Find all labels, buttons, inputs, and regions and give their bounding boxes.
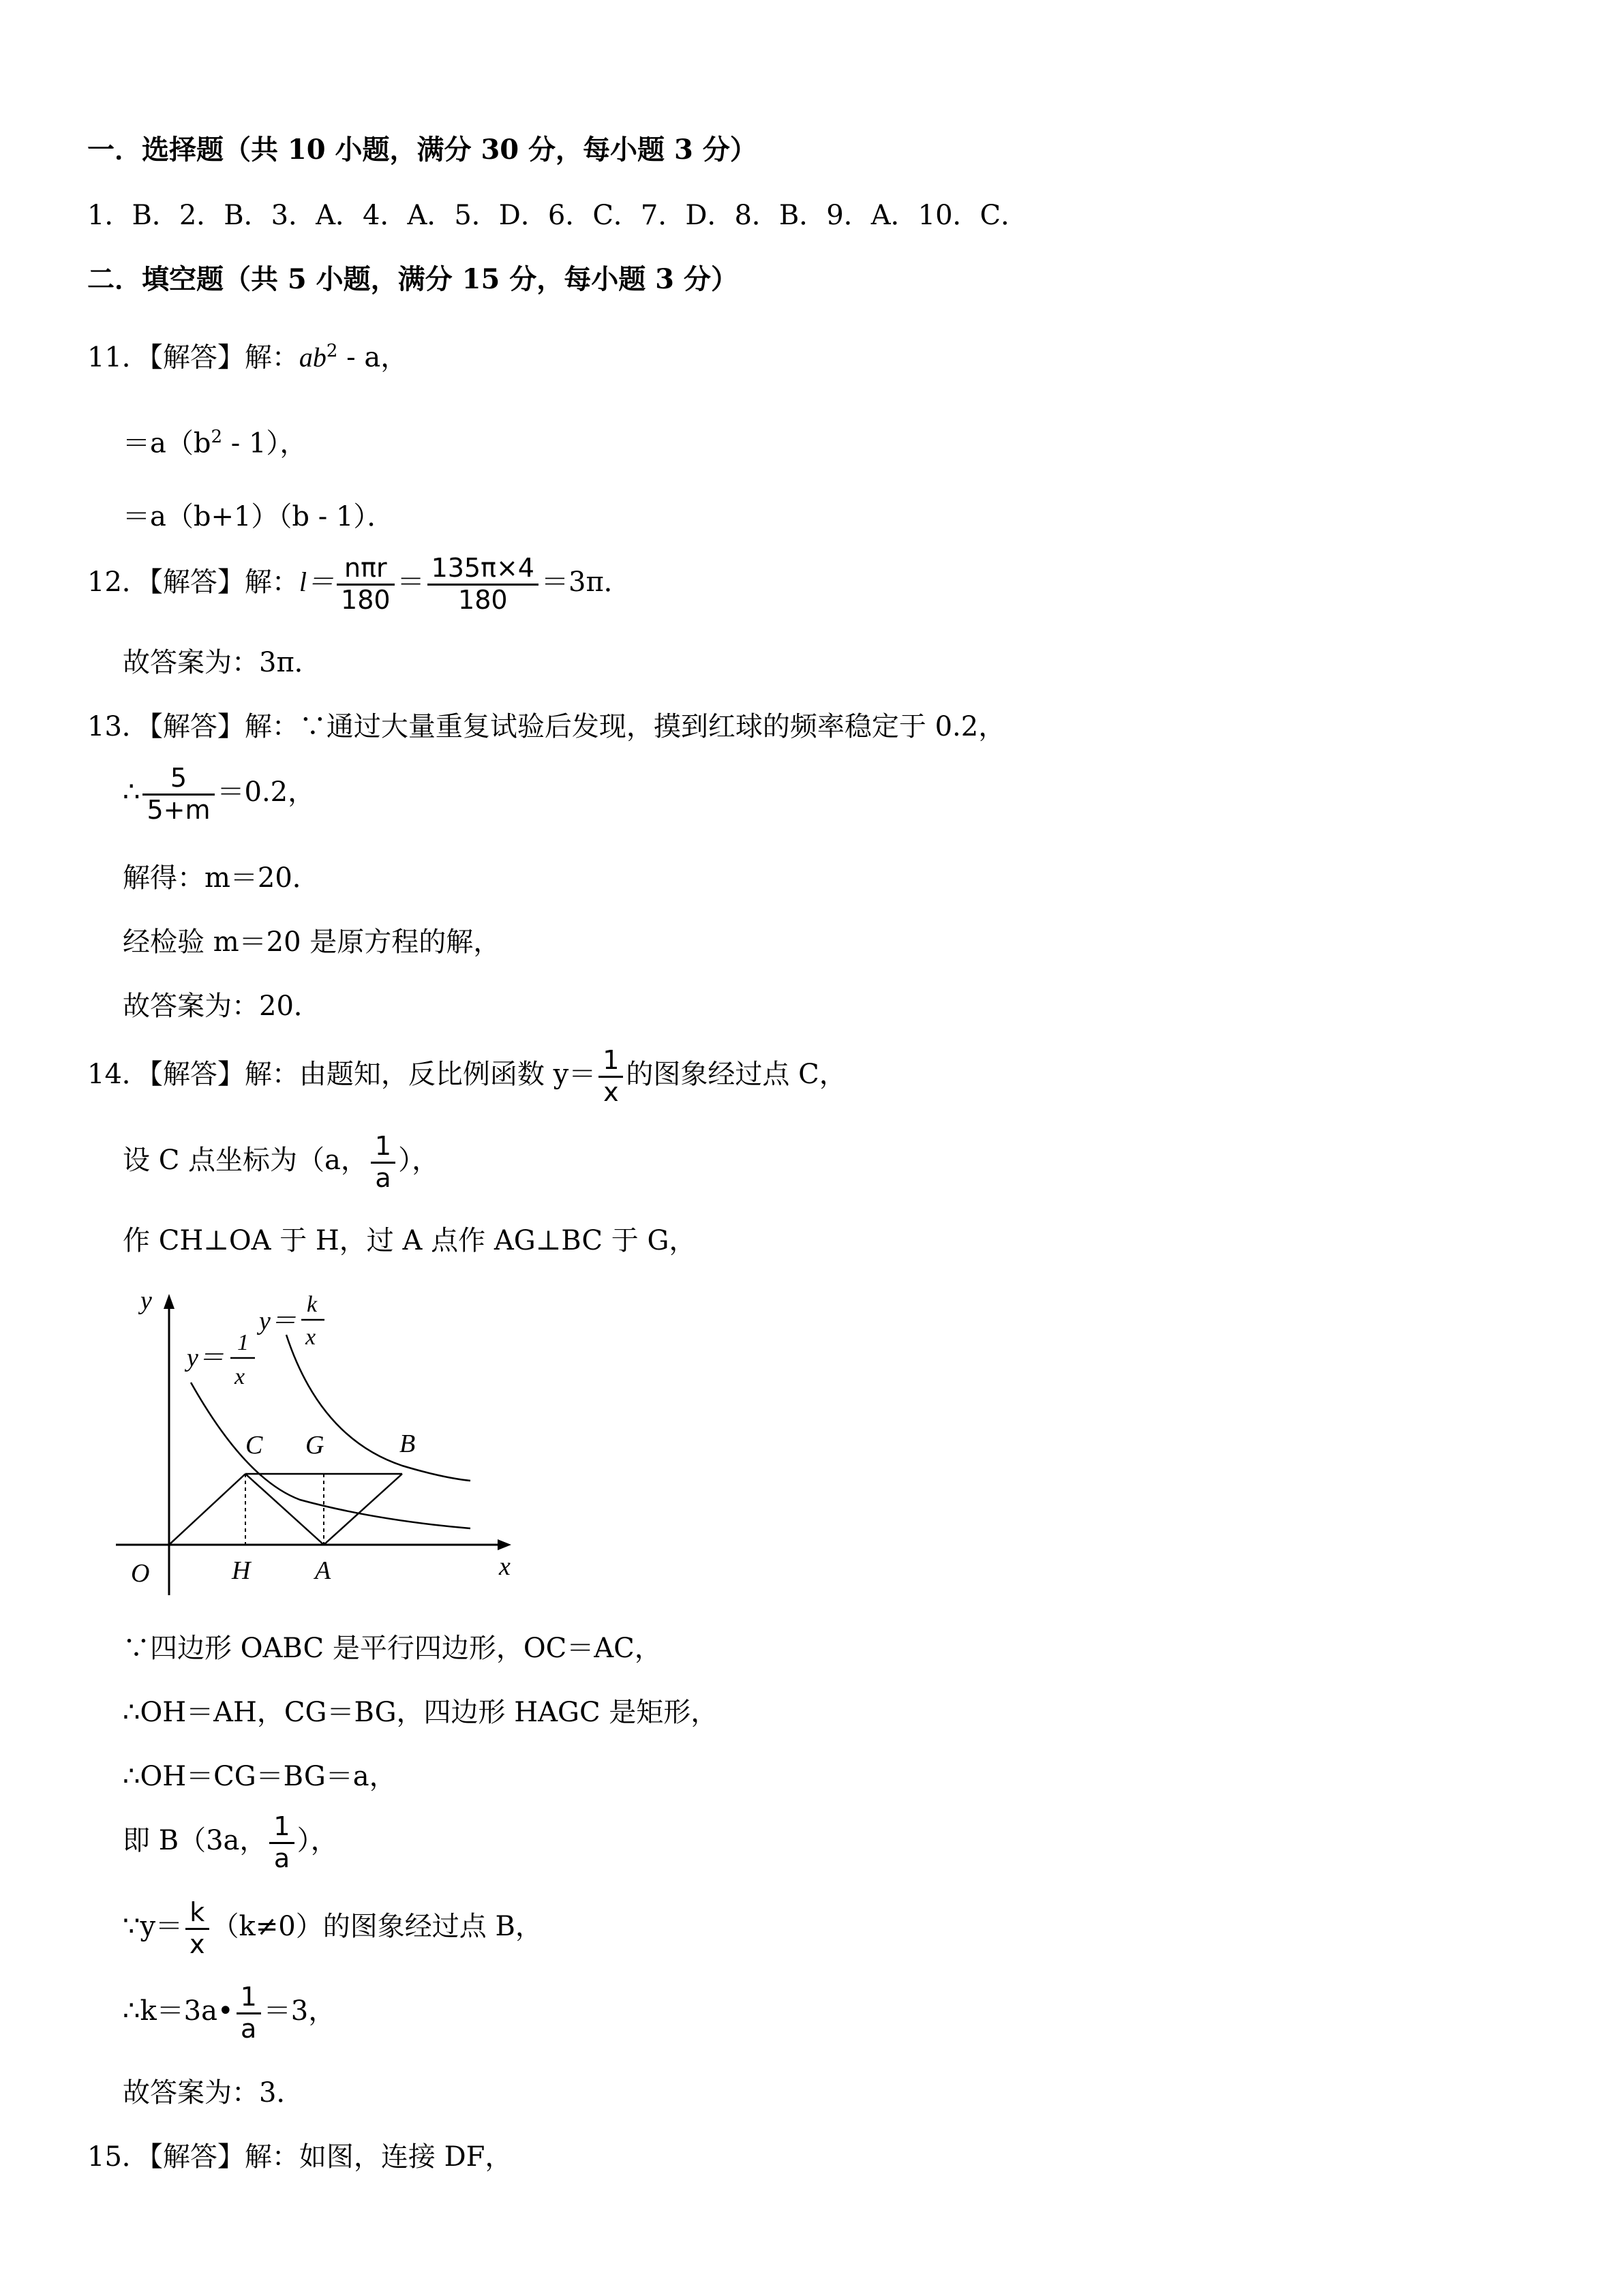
q11-line1 — [87, 341, 408, 374]
q11-prefix: 11．【解答】解： — [87, 342, 299, 374]
q14-b-b: ）， — [297, 1825, 338, 1857]
q11-l2-a: ＝a（b — [123, 427, 211, 459]
q14-coord-den: a — [375, 1162, 391, 1193]
q12-l-eq: l＝ — [299, 567, 335, 598]
q13-check: 经检验 m＝20 是原方程的解， — [123, 926, 501, 958]
q14-k-den: x — [189, 1929, 205, 1959]
q14-kv-b: ＝3， — [263, 1995, 336, 2027]
point-G-label: G — [305, 1431, 324, 1460]
q14-kv-num: 1 — [237, 1982, 261, 2014]
q11-l2-exp: 2 — [211, 427, 222, 447]
q13-f-den: 5+m — [147, 794, 211, 825]
section2-heading: 二．填空题（共 5 小题，满分 15 分，每小题 3 分） — [87, 263, 738, 295]
q14-equal: ∴OH＝CG＝BG＝a， — [123, 1761, 397, 1792]
q12-line1 — [87, 554, 631, 615]
q11-line2 — [123, 428, 307, 457]
q14-kv-a: ∴k＝3a• — [123, 1995, 234, 2027]
q11-expr-b: - a， — [337, 342, 408, 374]
q14-kv-fraction — [237, 1982, 261, 2044]
q14-kv-den: a — [241, 2013, 257, 2044]
segment-OC — [169, 1474, 245, 1545]
q13-therefore: ∴ — [123, 776, 140, 809]
q14-b-a: 即 B（3a， — [123, 1825, 267, 1857]
section1-heading: 一．选择题（共 10 小题，满分 30 分，每小题 3 分） — [87, 134, 757, 166]
q13-line2 — [123, 764, 315, 825]
curve-1-label: y＝ — [187, 1344, 224, 1372]
q12-fraction-1 — [337, 554, 395, 615]
q14-figure — [116, 1282, 525, 1602]
q14-line1-num: 1 — [598, 1046, 623, 1078]
q12-f1-num: nπr — [337, 554, 395, 586]
origin-label: O — [131, 1559, 150, 1588]
q12-fraction-2 — [427, 554, 539, 615]
q13-line1: 13．【解答】解：∵通过大量重复试验后发现，摸到红球的频率稳定于 0.2， — [87, 711, 1006, 742]
q14-k-num: k — [185, 1898, 209, 1930]
curve-2-num: k — [307, 1292, 318, 1317]
q13-f-result: ＝0.2， — [217, 776, 316, 809]
q14-k-a: ∵y＝ — [123, 1911, 183, 1943]
curve-1-over-x — [191, 1383, 470, 1528]
segment-CA — [245, 1474, 324, 1545]
q14-coord — [123, 1132, 439, 1193]
q11-exp: 2 — [326, 341, 338, 361]
q14-construct: 作 CH⊥OA 于 H，过 A 点作 AG⊥BC 于 G， — [123, 1225, 697, 1256]
q14-coord-fraction — [371, 1132, 395, 1193]
section1-answers: 1．B．2．B．3．A．4．A．5．D．6．C．7．D．8．B．9．A．10．C． — [87, 200, 1029, 231]
q12-prefix: 12．【解答】解： — [87, 567, 299, 599]
x-axis-label: x — [499, 1552, 511, 1581]
q12-answer: 故答案为：3π． — [123, 647, 322, 678]
q14-coord-b: ）， — [398, 1145, 440, 1177]
curve-1-num: 1 — [237, 1330, 249, 1355]
point-B-label: B — [399, 1430, 416, 1458]
q14-rectangle: ∴OH＝AH，CG＝BG，四边形 HAGC 是矩形， — [123, 1697, 718, 1728]
q14-line1-a: 14．【解答】解：由题知，反比例函数 y＝ — [87, 1059, 596, 1091]
q14-point-b — [123, 1812, 338, 1873]
q13-solve: 解得：m＝20． — [123, 862, 320, 894]
q12-f2-den: 180 — [458, 584, 508, 615]
q14-line1-b: 的图象经过点 C， — [626, 1059, 847, 1091]
q12-result: ＝3π． — [541, 567, 631, 599]
q14-b-fraction — [269, 1812, 294, 1873]
q15-line1: 15．【解答】解：如图，连接 DF， — [87, 2141, 513, 2173]
q14-line1-fraction — [598, 1046, 623, 1107]
q14-k-fraction — [185, 1898, 209, 1959]
q12-f1-den: 180 — [341, 584, 391, 615]
point-C-label: C — [245, 1431, 263, 1460]
q14-parallelogram: ∵四边形 OABC 是平行四边形，OC＝AC， — [123, 1633, 662, 1664]
q14-b-den: a — [273, 1843, 290, 1873]
q14-answer: 故答案为：3． — [123, 2077, 304, 2109]
q14-coord-num: 1 — [371, 1132, 395, 1164]
q14-line1-den: x — [603, 1076, 619, 1107]
q12-eq: ＝ — [397, 567, 425, 599]
y-axis-label: y — [140, 1286, 152, 1315]
y-axis-arrow-icon — [164, 1294, 175, 1309]
q11-l2-b: - 1）， — [222, 427, 307, 459]
q14-k-line — [123, 1898, 543, 1959]
point-A-label: A — [315, 1556, 331, 1585]
q14-k-value — [123, 1982, 335, 2044]
q13-fraction — [142, 764, 214, 825]
q14-b-num: 1 — [269, 1812, 294, 1844]
curve-1-den: x — [234, 1364, 245, 1389]
curve-2-label: y＝ — [259, 1307, 297, 1335]
q13-answer: 故答案为：20． — [123, 991, 321, 1022]
q11-line3: ＝a（b+1）（b - 1）． — [123, 501, 395, 532]
q14-line1 — [87, 1046, 847, 1107]
q14-coord-a: 设 C 点坐标为（a， — [123, 1145, 368, 1177]
curve-2-den: x — [305, 1325, 316, 1350]
point-H-label: H — [232, 1556, 251, 1585]
q13-f-num: 5 — [142, 764, 214, 796]
x-axis-arrow-icon — [498, 1539, 511, 1550]
q12-f2-num: 135π×4 — [427, 554, 539, 586]
q14-k-b: （k≠0）的图象经过点 B， — [211, 1911, 543, 1943]
q11-expr-a: ab — [299, 342, 327, 373]
